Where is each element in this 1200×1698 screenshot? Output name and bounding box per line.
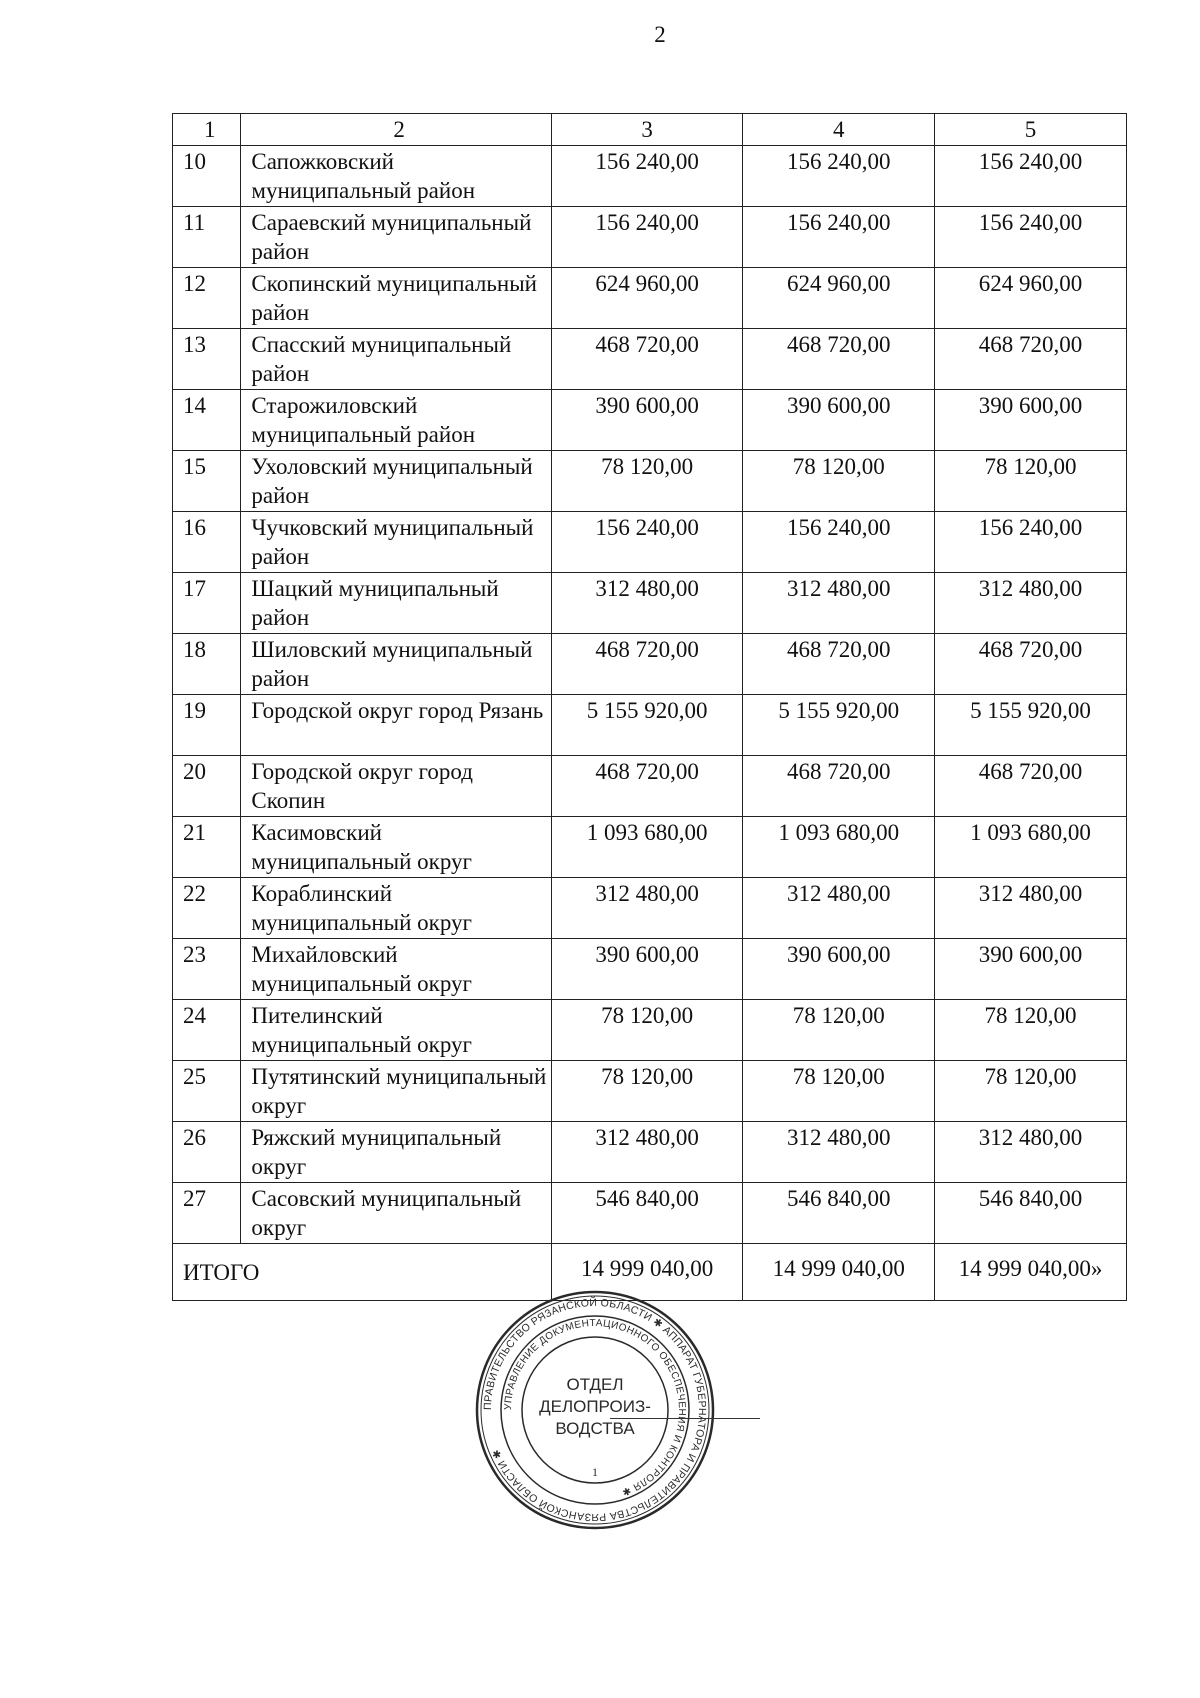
value-col4-cell: 156 240,00: [743, 146, 935, 207]
municipality-name-cell: Сараевский муниципальный район: [241, 207, 551, 268]
header-cell-5: 5: [935, 114, 1127, 146]
row-number-cell: 14: [173, 390, 241, 451]
row-number-cell: 13: [173, 329, 241, 390]
value-col3-cell: 156 240,00: [551, 146, 743, 207]
value-col4-cell: 78 120,00: [743, 1061, 935, 1122]
value-col3-cell: 1 093 680,00: [551, 817, 743, 878]
value-col5-cell: 156 240,00: [935, 207, 1127, 268]
value-col4-cell: 468 720,00: [743, 634, 935, 695]
row-number-cell: 10: [173, 146, 241, 207]
table-row: [173, 939, 1127, 1000]
value-col5-cell: 468 720,00: [935, 329, 1127, 390]
row-number-cell: 12: [173, 268, 241, 329]
value-col3-cell: 312 480,00: [551, 1122, 743, 1183]
row-number-cell: 24: [173, 1000, 241, 1061]
municipality-name-cell: Городской округ город Рязань: [241, 695, 551, 756]
allocation-table: [172, 113, 1127, 1301]
row-number-cell: 27: [173, 1183, 241, 1244]
municipality-name-cell: Шацкий муниципальный район: [241, 573, 551, 634]
value-col3-cell: 5 155 920,00: [551, 695, 743, 756]
municipality-name-cell: Ряжский муниципальный округ: [241, 1122, 551, 1183]
value-col4-cell: 78 120,00: [743, 451, 935, 512]
total-label: ИТОГО: [173, 1244, 552, 1301]
value-col4-cell: 468 720,00: [743, 756, 935, 817]
value-col4-cell: 78 120,00: [743, 1000, 935, 1061]
row-number-cell: 11: [173, 207, 241, 268]
table-row: [173, 390, 1127, 451]
table-row: [173, 451, 1127, 512]
total-value-v5: 14 999 040,00»: [935, 1244, 1127, 1301]
signature-line: [610, 1418, 760, 1419]
value-col5-cell: 312 480,00: [935, 878, 1127, 939]
table-row: [173, 1000, 1127, 1061]
row-number-cell: 18: [173, 634, 241, 695]
row-number-cell: 16: [173, 512, 241, 573]
stamp-center-line-3: ВОДСТВА: [555, 1419, 635, 1438]
table-row: [173, 695, 1127, 756]
municipality-name-cell: Кораблинский муниципальный округ: [241, 878, 551, 939]
header-cell-3: 3: [551, 114, 743, 146]
header-cell-2: 2: [241, 114, 551, 146]
table-row: [173, 1061, 1127, 1122]
value-col3-cell: 312 480,00: [551, 878, 743, 939]
value-col3-cell: 468 720,00: [551, 634, 743, 695]
value-col4-cell: 312 480,00: [743, 878, 935, 939]
stamp-number: 1: [592, 1465, 598, 1479]
table-row: [173, 878, 1127, 939]
value-col3-cell: 156 240,00: [551, 512, 743, 573]
value-col5-cell: 468 720,00: [935, 756, 1127, 817]
value-col4-cell: 390 600,00: [743, 390, 935, 451]
value-col3-cell: 156 240,00: [551, 207, 743, 268]
table-row: [173, 268, 1127, 329]
table-row: [173, 817, 1127, 878]
official-stamp: [475, 1290, 715, 1530]
value-col5-cell: 624 960,00: [935, 268, 1127, 329]
stamp-inner-text: УПРАВЛЕНИЕ ДОКУМЕНТАЦИОННОГО ОБЕСПЕЧЕНИЯ И КОНТРОЛЯ ✱: [502, 1317, 688, 1498]
value-col3-cell: 78 120,00: [551, 451, 743, 512]
municipality-name-cell: Чучковский муниципальный район: [241, 512, 551, 573]
table-row: [173, 1122, 1127, 1183]
table-row: [173, 146, 1127, 207]
municipality-name-cell: Городской округ город Скопин: [241, 756, 551, 817]
value-col5-cell: 156 240,00: [935, 512, 1127, 573]
row-number-cell: 23: [173, 939, 241, 1000]
value-col3-cell: 390 600,00: [551, 939, 743, 1000]
value-col3-cell: 78 120,00: [551, 1061, 743, 1122]
value-col5-cell: 78 120,00: [935, 1000, 1127, 1061]
value-col5-cell: 390 600,00: [935, 939, 1127, 1000]
value-col4-cell: 312 480,00: [743, 573, 935, 634]
municipality-name-cell: Касимовский муниципальный округ: [241, 817, 551, 878]
header-cell-4: 4: [743, 114, 935, 146]
value-col5-cell: 390 600,00: [935, 390, 1127, 451]
municipality-name-cell: Путятинский муниципальный округ: [241, 1061, 551, 1122]
value-col5-cell: 1 093 680,00: [935, 817, 1127, 878]
row-number-cell: 19: [173, 695, 241, 756]
page-number: 2: [654, 22, 666, 47]
row-number-cell: 26: [173, 1122, 241, 1183]
value-col4-cell: 156 240,00: [743, 512, 935, 573]
row-number-cell: 17: [173, 573, 241, 634]
municipality-name-cell: Старожиловский муниципальный район: [241, 390, 551, 451]
municipality-name-cell: Скопинский муниципальный район: [241, 268, 551, 329]
value-col4-cell: 156 240,00: [743, 207, 935, 268]
table-row: [173, 1183, 1127, 1244]
row-number-cell: 22: [173, 878, 241, 939]
value-col5-cell: 156 240,00: [935, 146, 1127, 207]
value-col4-cell: 624 960,00: [743, 268, 935, 329]
stamp-center-line-2: ДЕЛОПРОИЗ-: [539, 1397, 651, 1416]
table-row: [173, 573, 1127, 634]
value-col4-cell: 468 720,00: [743, 329, 935, 390]
row-number-cell: 21: [173, 817, 241, 878]
stamp-outer-text: ПРАВИТЕЛЬСТВО РЯЗАНСКОЙ ОБЛАСТИ ✱ АППАРАТ ГУБЕРНАТОРА И ПРАВИТЕЛЬСТВА РЯЗАНСКОЙ ОБЛАСТИ ✱: [481, 1296, 709, 1524]
row-number-cell: 20: [173, 756, 241, 817]
municipality-name-cell: Михайловский муниципальный округ: [241, 939, 551, 1000]
value-col4-cell: 5 155 920,00: [743, 695, 935, 756]
value-col3-cell: 624 960,00: [551, 268, 743, 329]
table-row: [173, 634, 1127, 695]
value-col5-cell: 78 120,00: [935, 451, 1127, 512]
value-col5-cell: 5 155 920,00: [935, 695, 1127, 756]
row-number-cell: 15: [173, 451, 241, 512]
municipality-name-cell: Пителинский муниципальный округ: [241, 1000, 551, 1061]
municipality-name-cell: Шиловский муниципальный район: [241, 634, 551, 695]
total-value-v4: 14 999 040,00: [743, 1244, 935, 1301]
table-header-row: [173, 114, 1127, 146]
header-cell-1: 1: [173, 114, 241, 146]
value-col4-cell: 312 480,00: [743, 1122, 935, 1183]
value-col3-cell: 546 840,00: [551, 1183, 743, 1244]
value-col5-cell: 546 840,00: [935, 1183, 1127, 1244]
value-col4-cell: 1 093 680,00: [743, 817, 935, 878]
value-col5-cell: 78 120,00: [935, 1061, 1127, 1122]
value-col3-cell: 78 120,00: [551, 1000, 743, 1061]
municipality-name-cell: Спасский муниципальный район: [241, 329, 551, 390]
municipality-name-cell: Ухоловский муниципальный район: [241, 451, 551, 512]
value-col3-cell: 468 720,00: [551, 756, 743, 817]
municipality-name-cell: Сапожковский муниципальный район: [241, 146, 551, 207]
table-row: [173, 329, 1127, 390]
municipality-name-cell: Сасовский муниципальный округ: [241, 1183, 551, 1244]
value-col5-cell: 468 720,00: [935, 634, 1127, 695]
table-row: [173, 207, 1127, 268]
stamp-center-line-1: ОТДЕЛ: [566, 1375, 624, 1394]
table-row: [173, 756, 1127, 817]
value-col3-cell: 390 600,00: [551, 390, 743, 451]
value-col3-cell: 312 480,00: [551, 573, 743, 634]
value-col5-cell: 312 480,00: [935, 1122, 1127, 1183]
value-col4-cell: 390 600,00: [743, 939, 935, 1000]
row-number-cell: 25: [173, 1061, 241, 1122]
total-value-v3: 14 999 040,00: [551, 1244, 743, 1301]
value-col4-cell: 546 840,00: [743, 1183, 935, 1244]
value-col5-cell: 312 480,00: [935, 573, 1127, 634]
table-row: [173, 512, 1127, 573]
value-col3-cell: 468 720,00: [551, 329, 743, 390]
